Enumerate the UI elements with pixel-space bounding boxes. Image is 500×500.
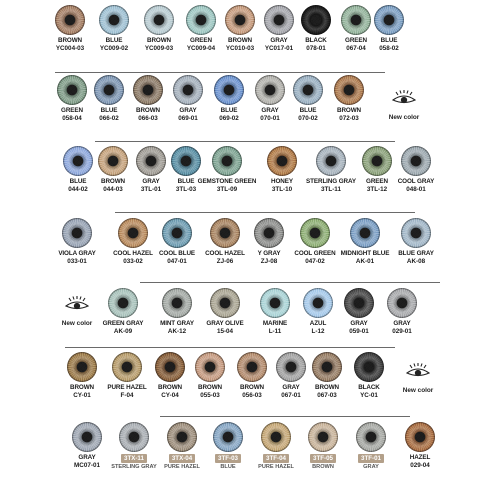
- product-code: 029-04: [410, 461, 430, 469]
- lens-image: [72, 422, 102, 452]
- product-code: 058-04: [62, 114, 82, 122]
- lens-image: [267, 146, 297, 176]
- product-code: YC009-03: [144, 44, 174, 52]
- lens-image: [354, 352, 384, 382]
- row-divider: [115, 212, 415, 213]
- lens-image: [67, 352, 97, 382]
- lens-swatch: [388, 422, 452, 469]
- color-name: BROWN: [228, 37, 252, 44]
- lens-swatch: [370, 288, 434, 335]
- color-name: BLUE: [220, 464, 236, 470]
- color-name: BLACK: [305, 37, 327, 44]
- row-divider: [65, 347, 395, 348]
- color-name: GRAY: [363, 464, 379, 470]
- color-name: MIDNIGHT BLUE: [340, 250, 390, 257]
- lens-image: [387, 288, 417, 318]
- color-name: COOL GREEN: [294, 250, 336, 257]
- color-name: GRAY: [393, 320, 411, 327]
- color-name: STERLING GRAY: [111, 464, 157, 470]
- series-tag: 3TF-01: [358, 454, 384, 463]
- lens-image: [118, 218, 148, 248]
- color-name: BROWN: [147, 37, 171, 44]
- color-name: GRAY: [78, 454, 96, 461]
- lens-image: [99, 5, 129, 35]
- color-name: GRAY: [142, 178, 160, 185]
- color-name: MINT GRAY: [160, 320, 194, 327]
- product-code: 3TL-03: [175, 185, 197, 193]
- color-name: BROWN: [315, 384, 339, 391]
- product-code: AK-12: [167, 327, 187, 335]
- lens-image: [401, 218, 431, 248]
- product-code: 047-02: [305, 257, 325, 265]
- product-code: ZJ-06: [216, 257, 234, 265]
- product-code: 067-03: [317, 391, 337, 399]
- series-tag: 3TX-11: [121, 454, 147, 463]
- lens-image: [350, 218, 380, 248]
- series-tag: 3TX-04: [169, 454, 195, 463]
- series-tag: 3TF-05: [310, 454, 336, 463]
- product-code: 033-01: [67, 257, 87, 265]
- color-name: STERLING GRAY: [306, 178, 356, 185]
- color-name: GEMSTONE GREEN: [197, 178, 257, 185]
- color-name: GRAY: [261, 107, 279, 114]
- product-code: 058-02: [379, 44, 399, 52]
- product-code: 078-01: [306, 44, 326, 52]
- lens-image: [210, 288, 240, 318]
- color-name: VIOLA GRAY: [58, 250, 96, 257]
- color-name: BLUE: [69, 178, 87, 185]
- lens-image: [405, 422, 435, 452]
- product-code: 070-02: [298, 114, 318, 122]
- product-code: 066-03: [138, 114, 158, 122]
- lens-image: [167, 422, 197, 452]
- lens-swatch: [45, 218, 109, 265]
- color-name: BLUE GRAY: [398, 250, 434, 257]
- color-name: GREEN: [366, 178, 388, 185]
- series-tag: 3TF-03: [215, 454, 241, 463]
- lens-image: [316, 146, 346, 176]
- product-code: YC009-04: [186, 44, 216, 52]
- product-code: CY-01: [73, 391, 91, 399]
- color-name: COOL BLUE: [158, 250, 196, 257]
- lens-image: [55, 5, 85, 35]
- color-name: GREEN: [345, 37, 367, 44]
- product-code: 066-02: [99, 114, 119, 122]
- product-code: 044-02: [68, 185, 88, 193]
- color-name: MARINE: [262, 320, 288, 327]
- color-name: BROWN: [136, 107, 160, 114]
- color-name: BLUE: [299, 107, 317, 114]
- product-code: 069-01: [178, 114, 198, 122]
- color-name: GRAY: [350, 320, 368, 327]
- lens-image: [62, 218, 92, 248]
- color-name: COOL HAZEL: [205, 250, 245, 257]
- color-name: PURE HAZEL: [107, 384, 147, 391]
- product-code: MC07-01: [74, 461, 100, 469]
- product-code: YC009-02: [99, 44, 129, 52]
- lens-swatch: [384, 146, 448, 193]
- color-name: COOL GRAY: [397, 178, 435, 185]
- lens-image: [119, 422, 149, 452]
- product-code: AK-09: [113, 327, 133, 335]
- color-name: PURE HAZEL: [164, 464, 200, 470]
- lens-swatch: [357, 5, 421, 52]
- lens-image: [356, 422, 386, 452]
- color-name: BROWN: [240, 384, 264, 391]
- color-name: BLUE: [100, 107, 118, 114]
- product-code: 047-01: [167, 257, 187, 265]
- color-name: BROWN: [58, 37, 82, 44]
- product-code: L-12: [311, 327, 325, 335]
- product-code: 3TL-09: [216, 185, 238, 193]
- lens-image: [162, 218, 192, 248]
- color-name: GREEN GRAY: [102, 320, 144, 327]
- product-code: 056-03: [242, 391, 262, 399]
- product-code: CY-04: [161, 391, 179, 399]
- product-code: 048-01: [406, 185, 426, 193]
- color-name: PURE HAZEL: [258, 464, 294, 470]
- product-code: 067-04: [346, 44, 366, 52]
- lens-image: [162, 288, 192, 318]
- product-code: 3TL-10: [271, 185, 293, 193]
- new-color-label: New color: [402, 387, 434, 394]
- lens-image: [210, 218, 240, 248]
- lens-swatch: [384, 218, 448, 265]
- lens-image: [254, 218, 284, 248]
- color-name: GREEN: [190, 37, 212, 44]
- product-code: 15-04: [216, 327, 234, 335]
- lens-image: [213, 422, 243, 452]
- row-divider: [95, 141, 395, 142]
- product-code: L-11: [268, 327, 282, 335]
- eye-icon: [391, 90, 417, 106]
- product-code: YC010-03: [225, 44, 255, 52]
- color-name: BROWN: [101, 178, 125, 185]
- new-color-badge: [374, 90, 434, 124]
- color-name: BLACK: [358, 384, 380, 391]
- color-name: BROWN: [312, 464, 334, 470]
- new-color-label: New color: [61, 320, 93, 327]
- product-code: 3TL-12: [366, 185, 388, 193]
- color-name: GRAY: [179, 107, 197, 114]
- lens-image: [261, 422, 291, 452]
- color-name: Y GRAY: [257, 250, 281, 257]
- color-name: AZUL: [309, 320, 327, 327]
- color-name: BROWN: [158, 384, 182, 391]
- series-tag: 3TF-04: [263, 454, 289, 463]
- lens-image: [401, 146, 431, 176]
- lens-image: [108, 288, 138, 318]
- color-name: HAZEL: [409, 454, 431, 461]
- color-name: GRAY: [282, 384, 300, 391]
- product-code: 055-03: [200, 391, 220, 399]
- eye-icon: [405, 363, 431, 379]
- lens-image: [374, 5, 404, 35]
- product-code: 3TL-01: [140, 185, 162, 193]
- row-divider: [55, 72, 385, 73]
- lens-image: [300, 218, 330, 248]
- product-code: 067-01: [281, 391, 301, 399]
- product-code: 044-03: [103, 185, 123, 193]
- color-name: GREEN: [61, 107, 83, 114]
- color-name: HONEY: [271, 178, 293, 185]
- color-name: BROWN: [337, 107, 361, 114]
- product-code: ZJ-08: [260, 257, 278, 265]
- product-code: 070-01: [260, 114, 280, 122]
- product-code: YC-01: [360, 391, 378, 399]
- new-color-label: New color: [388, 114, 420, 121]
- lens-image: [334, 75, 364, 105]
- color-name: BLUE: [380, 37, 398, 44]
- color-name: BLUE: [105, 37, 123, 44]
- product-code: 033-02: [123, 257, 143, 265]
- lens-image: [212, 146, 242, 176]
- lens-swatch: [317, 75, 381, 122]
- color-name: BLUE: [220, 107, 238, 114]
- product-code: 072-03: [339, 114, 359, 122]
- eye-icon: [64, 296, 90, 312]
- color-name: GRAY: [270, 37, 288, 44]
- color-name: GRAY OLIVE: [206, 320, 244, 327]
- color-name: BROWN: [198, 384, 222, 391]
- product-code: YC017-01: [264, 44, 294, 52]
- product-code: 069-02: [219, 114, 239, 122]
- product-code: 059-01: [349, 327, 369, 335]
- product-code: 029-01: [392, 327, 412, 335]
- product-code: AK-01: [355, 257, 375, 265]
- color-name: BROWN: [70, 384, 94, 391]
- product-code: F-04: [120, 391, 134, 399]
- row-divider: [140, 282, 440, 283]
- product-code: AK-08: [406, 257, 426, 265]
- color-name: BLUE: [177, 178, 195, 185]
- color-name: COOL HAZEL: [113, 250, 153, 257]
- product-code: 3TL-11: [321, 185, 341, 193]
- lens-image: [308, 422, 338, 452]
- lens-swatch: [337, 352, 401, 399]
- row-divider: [160, 416, 410, 417]
- product-code: YC004-03: [55, 44, 85, 52]
